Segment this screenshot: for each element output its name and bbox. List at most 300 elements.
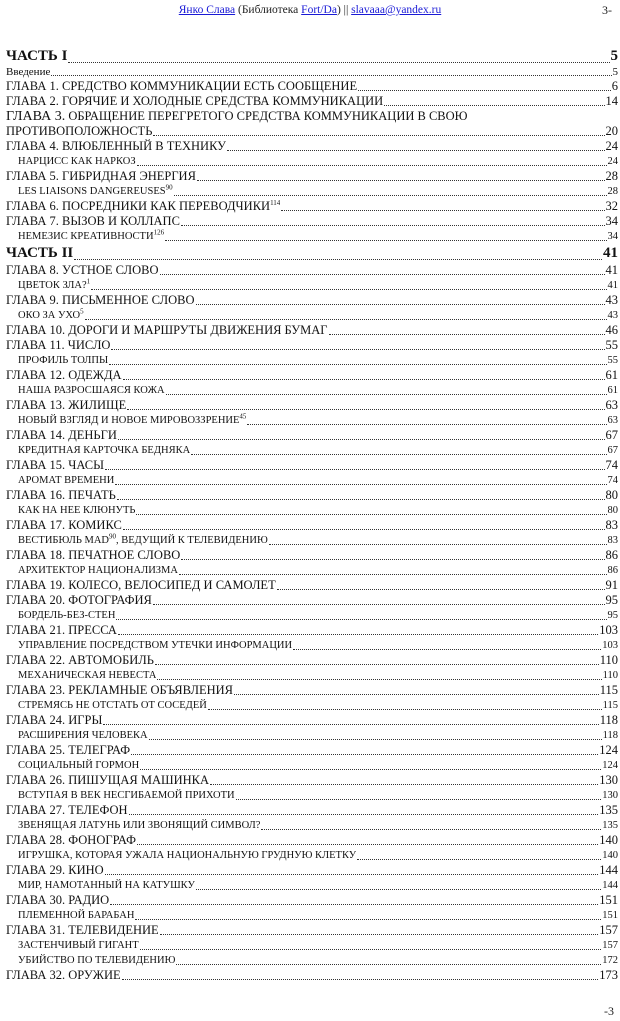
toc-entry-title: КАК НА НЕЕ КЛЮНУТЬ [18,505,136,516]
toc-entry-title: ГЛАВА 25. ТЕЛЕГРАФ [6,743,131,757]
toc-entry-sub[interactable] [6,184,618,199]
toc-entry-chapter[interactable] [6,548,618,563]
toc-entry-page: 67 [605,428,618,442]
toc-entry-page: 172 [602,955,618,966]
dot-leader [110,903,598,905]
toc-entry-page: 43 [607,310,618,321]
toc-entry-title: ГЛАВА 10. ДОРОГИ И МАРШРУТЫ ДВИЖЕНИЯ БУМАГ [6,323,328,337]
dot-leader [179,573,607,575]
dot-leader [122,978,599,980]
toc-entry-sub[interactable] [6,353,618,368]
toc-entry-title: АРХИТЕКТОР НАЦИОНАЛИЗМА [18,565,178,576]
toc-entry-title: ГЛАВА 4. ВЛЮБЛЕННЫЙ В ТЕХНИКУ [6,139,227,153]
toc-entry-title-wrap [6,893,109,908]
toc-entry-page: 83 [607,535,618,546]
toc-entry-sub[interactable] [6,668,618,683]
toc-entry-title: АРОМАТ ВРЕМЕНИ [18,475,115,486]
dot-leader [384,104,604,106]
toc-entry-chapter[interactable] [6,169,618,184]
toc-entry-page: 5 [612,66,618,78]
dot-leader [197,179,605,181]
dot-leader [165,239,606,241]
toc-entry-page: 110 [602,670,618,681]
toc-entry-page: 144 [602,880,618,891]
toc-entry-page: 115 [599,683,618,697]
toc-entry-title-wrap [6,593,152,608]
toc-entry-sub[interactable] [6,503,618,518]
dot-leader [135,918,601,920]
dot-leader [227,149,604,151]
toc-entry-page: 28 [605,169,618,183]
toc-entry-sub[interactable] [6,758,618,773]
toc-entry-title: БОРДЕЛЬ-БЕЗ-СТЕН [18,610,116,621]
dot-leader [261,828,601,830]
toc-entry-intro[interactable] [6,66,618,79]
toc-entry-title-wrap [18,184,173,199]
toc-entry-title-wrap [6,293,195,308]
dot-leader [269,543,607,545]
toc-entry-title-wrap [18,308,84,323]
toc-entry-chapter[interactable] [6,428,618,443]
toc-entry-title: ЦВЕТОК ЗЛА? [18,280,87,291]
toc-entry-title: ГЛАВА 1. СРЕДСТВО КОММУНИКАЦИИ ЕСТЬ СООБЩЕНИЕ [6,79,358,93]
toc-entry-sub[interactable] [6,533,618,548]
toc-entry-title: ЧАСТЬ II [6,245,74,261]
page-header [0,0,620,22]
email-link[interactable]: slavaaa@yandex.ru [351,4,442,16]
toc-entry-page: 103 [599,623,618,637]
toc-entry-title-wrap [6,743,130,758]
toc-entry-title: ГЛАВА 2. ГОРЯЧИЕ И ХОЛОДНЫЕ СРЕДСТВА КОММУНИКАЦИИ [6,94,384,108]
toc-entry-chapter[interactable] [6,863,618,878]
toc-entry-sub[interactable] [6,953,618,968]
toc-entry-chapter[interactable] [6,79,618,94]
toc-entry-title: ГЛАВА 27. ТЕЛЕФОН [6,803,128,817]
toc-entry-page: 63 [607,415,618,426]
toc-entry-title: ОБРАЩЕНИЕ ПЕРЕГРЕТОГО СРЕДСТВА КОММУНИКАЦИИ В СВОЮ [65,109,468,123]
toc-entry-title: ГЛАВА 19. КОЛЕСО, ВЕЛОСИПЕД И САМОЛЕТ [6,578,276,592]
toc-entry-title-wrap [6,263,159,278]
toc-entry-page: 115 [602,700,618,711]
toc-entry-sub[interactable] [6,938,618,953]
toc-entry-title: ГЛАВА 16. ПЕЧАТЬ [6,488,116,502]
dot-leader [234,693,599,695]
toc-entry-chapter[interactable] [6,803,618,818]
toc-entry-title: НАША РАЗРОСШАЯСЯ КОЖА [18,385,165,396]
toc-entry-title: ГЛАВА 9. ПИСЬМЕННОЕ СЛОВО [6,293,195,307]
dot-leader [74,258,602,260]
toc-entry-part[interactable] [6,244,618,263]
toc-entry-chapter[interactable] [6,773,618,788]
toc-entry-chapter[interactable] [6,94,618,109]
toc-entry-title-wrap [18,788,235,803]
toc-entry-page: 61 [605,368,618,382]
toc-entry-title-wrap [6,338,110,353]
toc-entry-title-wrap [18,353,108,368]
footnote-marker: 114 [270,199,281,207]
dot-leader [181,224,605,226]
toc-entry-page: 20 [605,124,618,138]
header-page-marker: 3- [602,3,612,17]
dot-leader [137,164,607,166]
toc-entry-sub[interactable] [6,908,618,923]
toc-entry-title-lead: ГЛАВА 3. [6,109,66,124]
toc-entry-page: 118 [602,730,618,741]
toc-entry-chapter[interactable] [6,109,618,139]
toc-entry-title: LES LIAISONS DANGEREUSES [18,186,166,197]
toc-entry-page: 95 [605,593,618,607]
table-of-contents [6,47,618,983]
toc-entry-title-wrap [6,683,233,698]
dot-leader [111,348,604,350]
toc-entry-page: 41 [603,245,618,261]
toc-entry-sub[interactable] [6,278,618,293]
footnote-marker: 45 [239,413,247,421]
toc-entry-title: ГЛАВА 17. КОМИКС [6,518,122,532]
toc-entry-page: 28 [607,186,618,197]
toc-entry-page: 41 [605,263,618,277]
toc-entry-chapter[interactable] [6,653,618,668]
toc-entry-page: 63 [605,398,618,412]
toc-entry-page: 34 [607,231,618,242]
toc-entry-title: УБИЙСТВО ПО ТЕЛЕВИДЕНИЮ [18,955,176,966]
toc-entry-chapter[interactable] [6,743,618,758]
toc-entry-title-wrap [18,728,148,743]
dot-leader [105,468,604,470]
footer-page-marker: -3 [604,1004,614,1018]
footnote-marker: 1 [86,278,91,286]
toc-entry-page: 130 [599,773,618,787]
toc-entry-title-wrap [6,803,128,818]
toc-entry-title-wrap [6,398,126,413]
toc-entry-page: 157 [602,940,618,951]
toc-entry-title-wrap [6,833,136,848]
toc-entry-title: ГЛАВА 5. ГИБРИДНАЯ ЭНЕРГИЯ [6,169,196,183]
toc-entry-page: 43 [605,293,618,307]
toc-entry-page: 34 [605,214,618,228]
toc-entry-page: 95 [607,610,618,621]
toc-entry-title: ГЛАВА 21. ПРЕССА [6,623,117,637]
toc-entry-title-wrap [18,818,260,833]
toc-entry-title-wrap [18,383,165,398]
toc-entry-title: ГЛАВА 18. ПЕЧАТНОЕ СЛОВО [6,548,181,562]
dot-leader [136,513,606,515]
toc-entry-title: СТРЕМЯСЬ НЕ ОТСТАТЬ ОТ СОСЕДЕЙ [18,700,207,711]
toc-entry-page: 80 [607,505,618,516]
toc-entry-title-wrap [6,653,154,668]
dot-leader [357,858,601,860]
toc-entry-title-wrap [18,563,178,578]
toc-entry-title-wrap [18,533,268,548]
dot-leader [123,528,605,530]
toc-entry-sub[interactable] [6,848,618,863]
dot-leader [85,318,607,320]
toc-entry-title-wrap [18,608,115,623]
toc-entry-chapter[interactable] [6,713,618,728]
toc-entry-chapter[interactable] [6,214,618,229]
toc-entry-page: 124 [599,743,618,757]
toc-entry-title: ГЛАВА 6. ПОСРЕДНИКИ КАК ПЕРЕВОДЧИКИ [6,199,271,213]
author-link[interactable]: Янко Слава [178,4,236,16]
toc-entry-page: 14 [605,94,618,108]
toc-entry-sub[interactable] [6,563,618,578]
toc-entry-sub[interactable] [6,413,618,428]
dot-leader [140,948,602,950]
toc-entry-title-wrap [18,908,134,923]
toc-entry-title: ГЛАВА 8. УСТНОЕ СЛОВО [6,263,159,277]
toc-entry-page: 140 [602,850,618,861]
toc-entry-chapter[interactable] [6,893,618,908]
dot-leader [293,648,601,650]
toc-entry-title: РАСШИРЕНИЯ ЧЕЛОВЕКА [18,730,148,741]
toc-entry-page: 80 [605,488,618,502]
toc-entry-page: 5 [610,48,618,64]
toc-entry-page: 55 [605,338,618,352]
toc-entry-chapter[interactable] [6,398,618,413]
toc-entry-page: 61 [607,385,618,396]
dot-leader [127,408,604,410]
footnote-marker: 126 [153,229,165,237]
dot-leader [174,194,607,196]
dot-leader [118,438,605,440]
toc-entry-title-wrap [6,199,280,214]
toc-entry-page: 110 [599,653,618,667]
dot-leader [208,708,602,710]
toc-entry-part[interactable] [6,47,618,66]
toc-entry-title: ЗВЕНЯЩАЯ ЛАТУНЬ ИЛИ ЗВОНЯЩИЙ СИМВОЛ? [18,820,261,831]
toc-entry-chapter[interactable] [6,593,618,608]
toc-entry-page: 91 [605,578,618,592]
toc-entry-title-wrap [6,518,122,533]
dot-leader [236,798,602,800]
toc-entry-chapter[interactable] [6,518,618,533]
dot-leader [115,483,606,485]
toc-entry-title-wrap [6,968,121,983]
toc-entry-chapter[interactable] [6,833,618,848]
toc-entry-title-wrap [18,668,156,683]
dot-leader [91,288,606,290]
toc-entry-title: ГЛАВА 24. ИГРЫ [6,713,103,727]
toc-entry-title-wrap [6,488,116,503]
toc-entry-chapter[interactable] [6,199,618,214]
toc-entry-chapter[interactable] [6,578,618,593]
toc-entry-sub[interactable] [6,818,618,833]
toc-entry-sub[interactable] [6,308,618,323]
toc-entry-title: КРЕДИТНАЯ КАРТОЧКА БЕДНЯКА [18,445,191,456]
dot-leader [68,61,609,63]
toc-entry-page: 67 [607,445,618,456]
toc-entry-title: ГЛАВА 29. КИНО [6,863,104,877]
toc-entry-sub[interactable] [6,728,618,743]
toc-entry-title: ВЕСТИБЮЛЬ MAD [18,535,109,546]
toc-entry-title-wrap [6,623,117,638]
dot-leader [166,393,607,395]
dot-leader [123,378,605,380]
toc-entry-title-wrap [18,758,139,773]
toc-entry-page: 83 [605,518,618,532]
toc-entry-sub[interactable] [6,229,618,244]
toc-entry-page: 140 [599,833,618,847]
toc-entry-title: ГЛАВА 31. ТЕЛЕВИДЕНИЕ [6,923,159,937]
toc-entry-title-wrap [6,47,67,66]
footnote-marker: 90 [165,184,173,192]
toc-entry-page: 135 [602,820,618,831]
toc-entry-title: МЕХАНИЧЕСКАЯ НЕВЕСТА [18,670,157,681]
toc-entry-chapter[interactable] [6,323,618,338]
toc-entry-title: ГЛАВА 12. ОДЕЖДА [6,368,122,382]
dot-leader [117,498,605,500]
toc-entry-sub[interactable] [6,698,618,713]
dot-leader [153,603,605,605]
toc-entry-sub[interactable] [6,608,618,623]
toc-entry-title: ГЛАВА 15. ЧАСЫ [6,458,105,472]
footnote-marker: 90 [109,533,116,541]
toc-entry-title: ГЛАВА 11. ЧИСЛО [6,338,111,352]
toc-entry-title-wrap [18,953,175,968]
toc-entry-title: МИР, НАМОТАННЫЙ НА КАТУШКУ [18,880,195,891]
dot-leader [196,303,605,305]
toc-entry-chapter[interactable] [6,623,618,638]
toc-entry-title: ГЛАВА 14. ДЕНЬГИ [6,428,117,442]
dot-leader [281,209,604,211]
toc-entry-chapter[interactable] [6,458,618,473]
toc-entry-chapter[interactable] [6,139,618,154]
dot-leader [358,89,611,91]
toc-entry-title: НАРЦИСС КАК НАРКОЗ [18,156,136,167]
toc-entry-title-wrap [6,578,276,593]
toc-entry-title: НОВЫЙ ВЗГЛЯД И НОВОЕ МИРОВОЗЗРЕНИЕ [18,415,240,426]
toc-entry-title: ЧАСТЬ I [6,48,68,64]
toc-entry-title: ГЛАВА 20. ФОТОГРАФИЯ [6,593,152,607]
toc-entry-page: 6 [611,79,618,93]
toc-entry-chapter[interactable] [6,683,618,698]
toc-entry-page: 157 [599,923,618,937]
toc-entry-sub[interactable] [6,878,618,893]
toc-entry-page: 74 [607,475,618,486]
toc-entry-title-line2: ПРОТИВОПОЛОЖНОСТЬ [6,124,153,138]
dot-leader [109,363,606,365]
dot-leader [247,423,606,425]
toc-entry-title-wrap [6,428,117,443]
dot-leader [137,843,598,845]
toc-entry-title: Введение [6,66,51,78]
dot-leader [160,933,599,935]
toc-entry-chapter[interactable] [6,338,618,353]
toc-entry-title-wrap [6,66,50,79]
library-prefix: (Библиотека [235,4,302,16]
toc-entry-title: ГЛАВА 28. ФОНОГРАФ [6,833,137,847]
dot-leader [153,134,604,136]
toc-entry-chapter[interactable] [6,263,618,278]
toc-entry-page: 24 [605,139,618,153]
dot-leader [103,723,598,725]
toc-entry-title-wrap [18,698,207,713]
toc-entry-page: 86 [607,565,618,576]
toc-entry-title-wrap [6,214,180,229]
toc-entry-title-wrap [6,244,73,263]
dot-leader [176,963,601,965]
toc-entry-title-wrap [18,443,190,458]
toc-entry-title-wrap [18,878,195,893]
toc-entry-page: 144 [599,863,618,877]
toc-entry-page: 86 [605,548,618,562]
library-link[interactable]: Fort/Da [301,4,337,16]
toc-entry-sub[interactable] [6,443,618,458]
toc-entry-sub[interactable] [6,638,618,653]
toc-entry-title: ПЛЕМЕННОЙ БАРАБАН [18,910,135,921]
toc-entry-title: ПРОФИЛЬ ТОЛПЫ [18,355,109,366]
toc-entry-title: ИГРУШКА, КОТОРАЯ УЖАЛА НАЦИОНАЛЬНУЮ ГРУДНУЮ КЛЕТКУ [18,850,357,861]
toc-entry-page: 55 [607,355,618,366]
toc-entry-page: 135 [599,803,618,817]
toc-entry-title-wrap [6,323,328,338]
toc-entry-title-wrap [18,938,139,953]
library-suffix: ) || [336,4,352,16]
toc-entry-title-wrap [18,473,114,488]
dot-leader [157,678,601,680]
dot-leader [191,453,606,455]
toc-entry-title-wrap [6,713,102,728]
toc-entry-title-wrap [6,79,357,94]
toc-entry-chapter[interactable] [6,968,618,983]
toc-entry-page: 32 [605,199,618,213]
toc-entry-chapter[interactable] [6,488,618,503]
toc-entry-title: НЕМЕЗИС КРЕАТИВНОСТИ [18,231,154,242]
toc-entry-page: 46 [605,323,618,337]
toc-entry-title-wrap [18,154,136,169]
toc-entry-title-wrap [6,923,159,938]
toc-entry-title-wrap [6,863,104,878]
toc-entry-sub[interactable] [6,383,618,398]
toc-entry-title: ВСТУПАЯ В ВЕК НЕСГИБАЕМОЙ ПРИХОТИ [18,790,235,801]
toc-entry-sub[interactable] [6,473,618,488]
toc-entry-title-continuation: , ВЕДУЩИЙ К ТЕЛЕВИДЕНИЮ [116,535,268,546]
toc-entry-chapter[interactable] [6,368,618,383]
toc-entry-title: ГЛАВА 30. РАДИО [6,893,110,907]
dot-leader [129,813,599,815]
toc-entry-title-wrap [6,139,226,154]
toc-entry-title: СОЦИАЛЬНЫЙ ГОРМОН [18,760,140,771]
dot-leader [155,663,599,665]
toc-entry-title-wrap [6,773,209,788]
toc-entry-title: ГЛАВА 13. ЖИЛИЩЕ [6,398,127,412]
toc-entry-title: ГЛАВА 32. ОРУЖИЕ [6,968,121,982]
dot-leader [277,588,605,590]
dot-leader [160,273,605,275]
toc-entry-page: 151 [602,910,618,921]
toc-entry-page: 173 [599,968,618,982]
toc-entry-title: ЗАСТЕНЧИВЫЙ ГИГАНТ [18,940,139,951]
footnote-marker: 5 [80,308,84,316]
toc-entry-title-wrap [18,638,292,653]
toc-entry-title-wrap [18,413,246,428]
dot-leader [196,888,601,890]
toc-entry-title: ГЛАВА 26. ПИШУЩАЯ МАШИНКА [6,773,210,787]
toc-entry-title-wrap [6,548,180,563]
toc-entry-title: ГЛАВА 7. ВЫЗОВ И КОЛЛАПС [6,214,180,228]
toc-entry-page: 74 [605,458,618,472]
toc-entry-title: УПРАВЛЕНИЕ ПОСРЕДСТВОМ УТЕЧКИ ИНФОРМАЦИИ [18,640,293,651]
dot-leader [181,558,604,560]
toc-entry-page: 130 [602,790,618,801]
toc-entry-title-wrap [18,503,135,518]
toc-entry-title-wrap [6,368,122,383]
toc-entry-chapter[interactable] [6,293,618,308]
toc-entry-sub[interactable] [6,788,618,803]
toc-entry-chapter[interactable] [6,923,618,938]
toc-entry-page: 124 [602,760,618,771]
toc-entry-sub[interactable] [6,154,618,169]
